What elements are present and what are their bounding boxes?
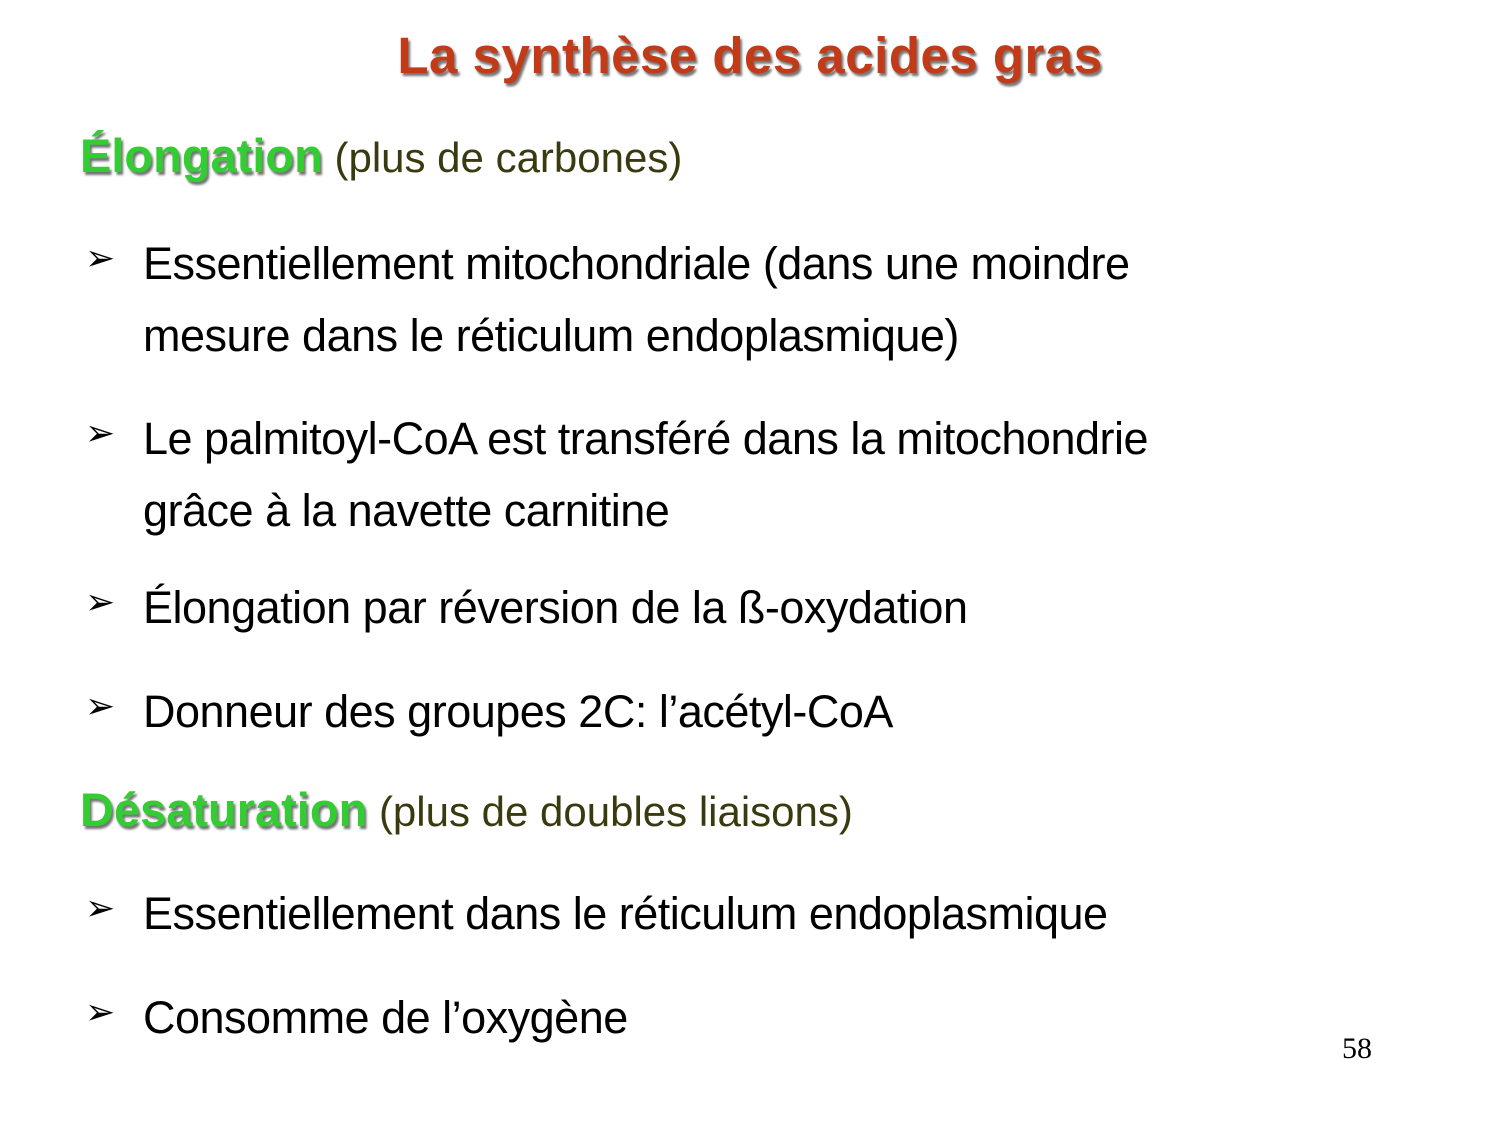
heading-term: Désaturation (80, 783, 368, 836)
bullet-line: mesure dans le réticulum endoplasmique) (143, 310, 959, 361)
heading-qualifier: (plus de carbones) (322, 134, 683, 181)
slide-title: La synthèse des acides gras (397, 27, 1103, 84)
bullet-item (85, 403, 1475, 547)
bullet-line: Essentiellement dans le réticulum endoplasmique (143, 888, 1108, 939)
arrow-bullet-icon: ➢ (85, 686, 116, 727)
bullet-line: Essentiellement mitochondriale (dans une moindre (143, 238, 1130, 289)
bullet-item (85, 676, 1475, 748)
heading-qualifier: (plus de doubles liaisons) (367, 788, 853, 835)
heading-term: Élongation (80, 129, 323, 182)
bullet-line: Donneur des groupes 2C: l’acétyl-CoA (143, 686, 893, 737)
bullet-item (85, 878, 1475, 950)
arrow-bullet-icon: ➢ (85, 582, 116, 623)
arrow-bullet-icon: ➢ (85, 238, 116, 279)
bullet-item (85, 572, 1475, 644)
bullet-item (85, 228, 1475, 372)
bullet-line: Le palmitoyl-CoA est transféré dans la mitochondrie (143, 413, 1149, 464)
arrow-bullet-icon: ➢ (85, 413, 116, 454)
arrow-bullet-icon: ➢ (85, 992, 116, 1033)
bullet-line: Consomme de l’oxygène (143, 992, 628, 1043)
section-heading-elongation (80, 128, 682, 183)
bullet-line: Élongation par réversion de la ß-oxydation (143, 582, 968, 633)
page-number: 58 (1342, 1032, 1372, 1065)
arrow-bullet-icon: ➢ (85, 888, 116, 929)
bullet-item (85, 982, 1475, 1054)
section-heading-desaturation (80, 782, 853, 837)
bullet-line: grâce à la navette carnitine (143, 485, 670, 536)
